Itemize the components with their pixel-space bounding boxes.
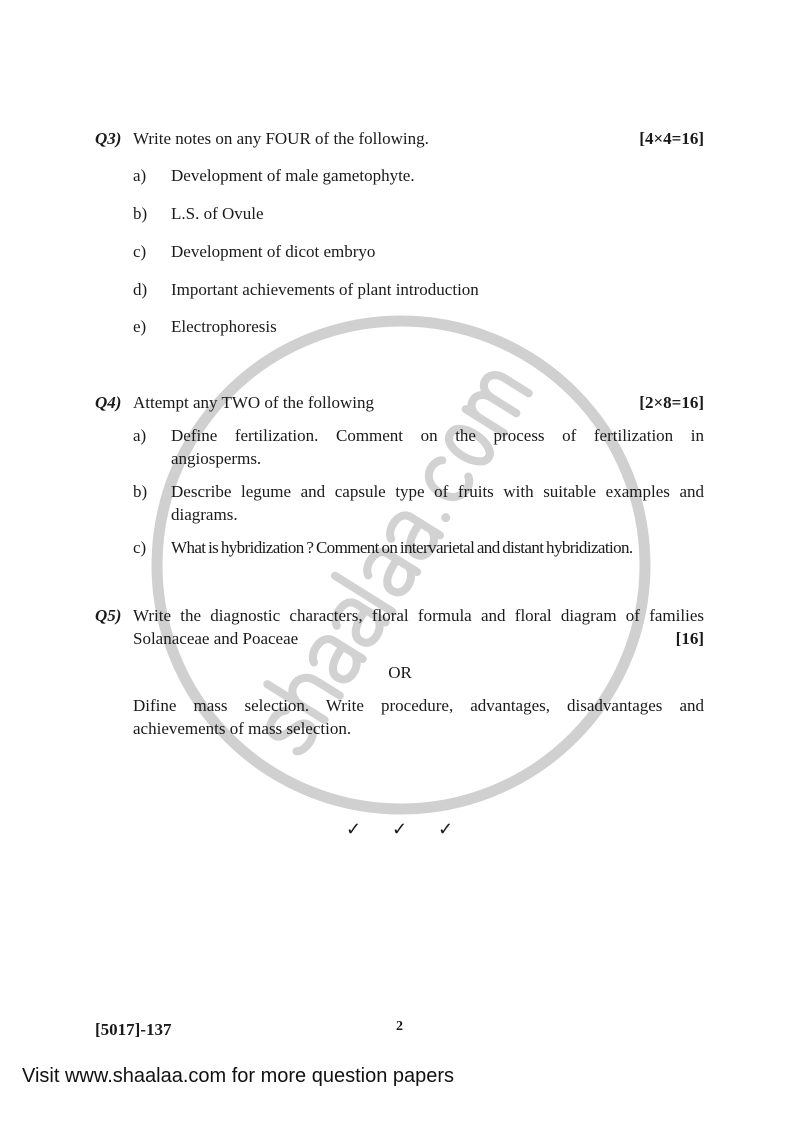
check-icon: ✓ [392, 819, 408, 839]
q5-number: Q5) [95, 606, 122, 625]
q4-item-label: a) [133, 426, 147, 445]
q3-item-text: Development of dicot embryo [171, 242, 376, 261]
q4-number: Q4) [95, 393, 122, 412]
q3-number: Q3) [95, 129, 122, 148]
q4-text: Attempt any TWO of the following [133, 393, 374, 412]
page-number: 2 [396, 1019, 403, 1034]
q3-marks: [4×4=16] [639, 129, 704, 148]
q3-item-text: Development of male gametophyte. [171, 166, 415, 185]
q5-text: Write the diagnostic characters, floral formula and floral diagram of families [133, 606, 704, 625]
q5-marks: [16] [675, 629, 704, 648]
check-icon: ✓ [438, 819, 454, 839]
q3-item-label: b) [133, 204, 148, 223]
q4-item-text-cont: angiosperms. [171, 449, 262, 468]
check-icon: ✓ [346, 819, 362, 839]
promo-banner: Visit www.shaalaa.com for more question papers [22, 1065, 455, 1087]
q3-item-text: L.S. of Ovule [171, 204, 264, 223]
q5-alt-text-cont: achievements of mass selection. [133, 719, 352, 738]
q4-marks: [2×8=16] [639, 393, 704, 412]
q3-item-label: a) [133, 166, 147, 185]
q5-text-cont: Solanaceae and Poaceae [133, 629, 299, 648]
q3-text: Write notes on any FOUR of the following. [133, 129, 429, 148]
q4-item-text: What is hybridization ? Comment on intervarietal and distant hybridization. [171, 538, 633, 557]
or-separator: OR [388, 663, 412, 682]
q5-alt-text: Difine mass selection. Write procedure, advantages, disadvantages and [133, 696, 704, 715]
q3-item-text: Important achievements of plant introduction [171, 280, 479, 299]
paper-code: [5017]-137 [95, 1020, 172, 1039]
q4-item-text-cont: diagrams. [171, 505, 238, 524]
q3-item-label: d) [133, 280, 148, 299]
q4-item-text: Describe legume and capsule type of fruits with suitable examples and [171, 482, 704, 501]
q3-item-label: c) [133, 242, 147, 261]
q3-item-text: Electrophoresis [171, 317, 277, 336]
q3-item-label: e) [133, 317, 147, 336]
q4-item-text: Define fertilization. Comment on the process of fertilization in [171, 426, 704, 445]
q4-item-label: b) [133, 482, 148, 501]
q4-item-label: c) [133, 538, 147, 557]
